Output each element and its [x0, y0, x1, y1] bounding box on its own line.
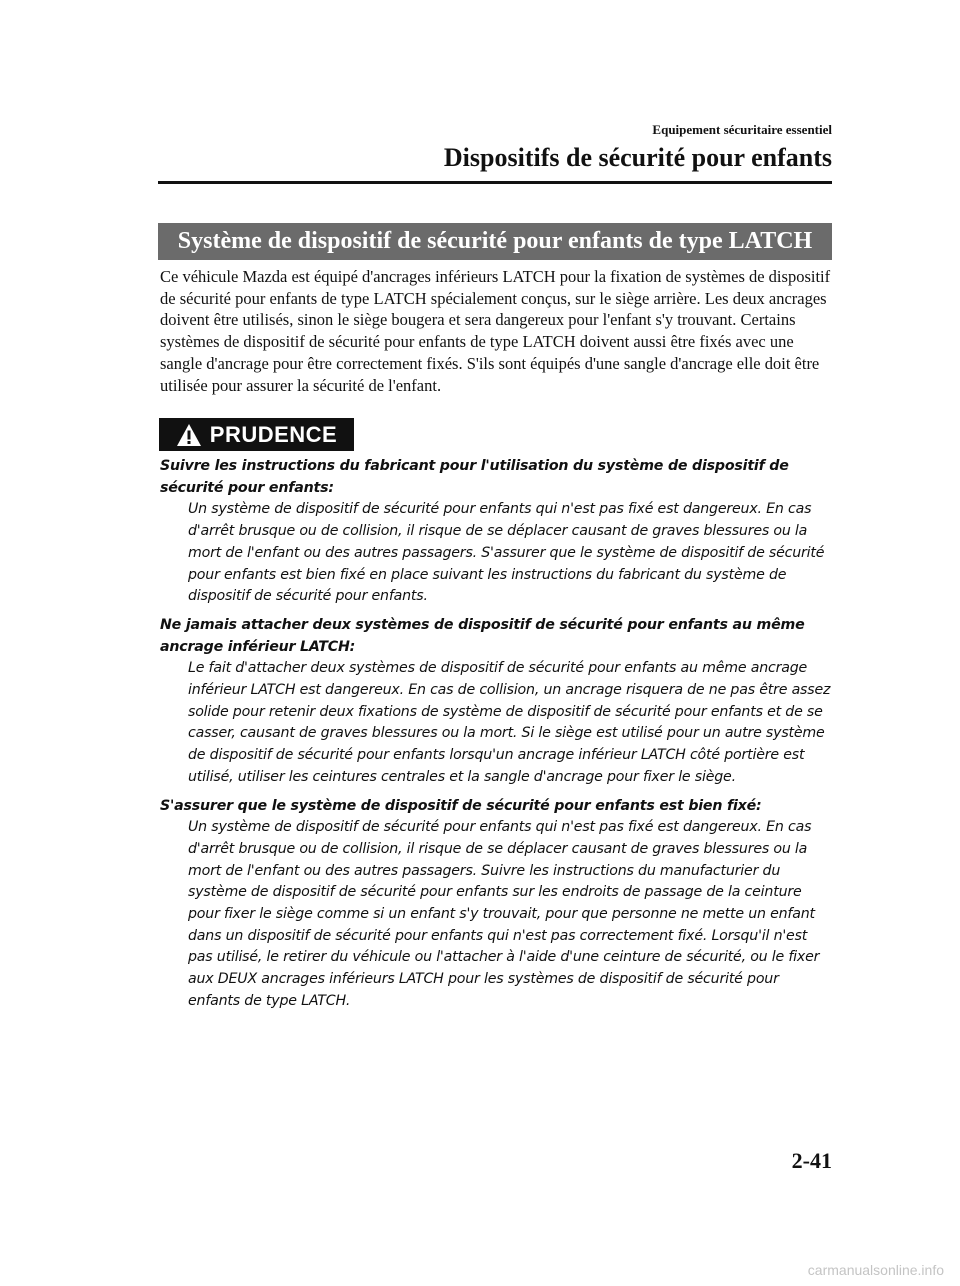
caution-badge [159, 418, 354, 451]
intro-paragraph: Ce véhicule Mazda est équipé d'ancrages inférieurs LATCH pour la fixation de systèmes de dispositif de sécurité pour enfants de type LATCH spécialement conçus, sur le siège arrière. Les deux ancrages doivent être utilisés, sinon le siège bougera et sera dangereux pour l'enfant s'y trouvant. Certains systèmes de dispositif de sécurité pour enfants de type LATCH doivent aussi être fixés avec une sangle d'ancrage pour être correctement fixés. S'ils sont équipés d'une sangle d'ancrage elle doit être utilisée pour assurer la sécurité de l'enfant. [160, 267, 831, 395]
caution-item-title: Ne jamais attacher deux systèmes de dispositif de sécurité pour enfants au même ancrage inférieur LATCH: [160, 616, 805, 655]
caution-item-body: Un système de dispositif de sécurité pour enfants qui n'est pas fixé est dangereux. En cas d'arrêt brusque ou de collision, il risque de se déplacer causant de graves blessures ou la mort de l'enfant ou des autres passagers. S'assurer que le système de dispositif de sécurité pour enfants est bien fixé en place suivant les instructions du fabricant du système de dispositif de sécurité pour enfants. [188, 501, 825, 605]
caution-label: PRUDENCE [209, 421, 338, 447]
chapter-title: Equipement sécuritaire essentiel [652, 122, 832, 137]
caution-item [160, 796, 834, 1013]
warning-triangle-icon [176, 423, 202, 447]
caution-item [160, 456, 834, 608]
caution-item-title: Suivre les instructions du fabricant pour l'utilisation du système de dispositif de sécurité pour enfants: [160, 458, 789, 496]
header-divider [158, 181, 832, 184]
page-number: 2-41 [791, 1148, 832, 1173]
caution-item [160, 615, 834, 789]
caution-item-body: Le fait d'attacher deux systèmes de dispositif de sécurité pour enfants au même ancrage inférieur LATCH est dangereux. En cas de collision, un ancrage risquera de ne pas être assez solide pour retenir deux fixations de système de dispositif de sécurité pour enfants et de se casser, causant de graves blessures ou la mort. Si le siège est utilisé pour un autre système de dispositif de sécurité pour enfants lorsqu'un ancrage inférieur LATCH côté portière est utilisé, utiliser les ceintures centrales et la sangle d'ancrage pour fixer le siège. [188, 660, 831, 785]
section-heading: Système de dispositif de sécurité pour enfants de type LATCH [158, 223, 832, 260]
caution-item-body: Un système de dispositif de sécurité pour enfants qui n'est pas fixé est dangereux. En cas d'arrêt brusque ou de collision, il risque de se déplacer causant de graves blessures ou la mort de l'enfant ou des autres passagers. Suivre les instructions du manufacturier du système de dispositif de sécurité pour enfants sur les endroits de passage de la ceinture pour fixer le siège comme si un enfant s'y trouvait, pour que personne ne mette un enfant dans un dispositif de sécurité pour enfants qui n'est pas correctement fixé. Lorsqu'il n'est pas utilisé, le retirer du véhicule ou l'attacher à l'aide d'une ceinture de sécurité, ou le fixer aux DEUX ancrages inférieurs LATCH pour les systèmes de dispositif de sécurité pour enfants de type LATCH. [188, 819, 820, 1009]
page-title: Dispositifs de sécurité pour enfants [443, 143, 832, 172]
running-header [444, 122, 832, 174]
caution-list [160, 456, 834, 1020]
watermark: carmanualsonline.info [807, 1262, 944, 1278]
caution-item-title: S'assurer que le système de dispositif de sécurité pour enfants est bien fixé: [160, 797, 762, 814]
